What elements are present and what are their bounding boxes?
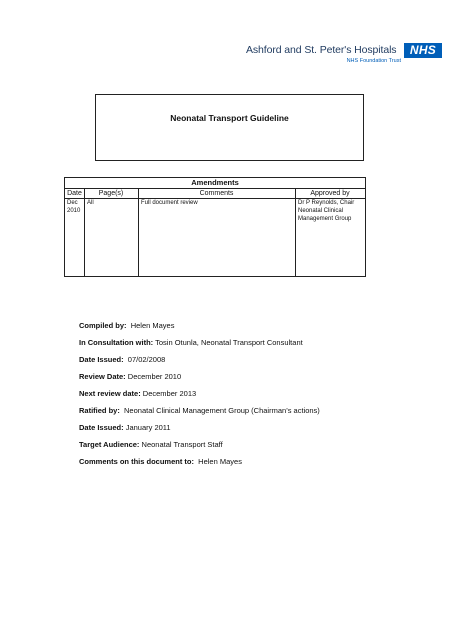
nhs-logo-badge: NHS (404, 43, 442, 58)
consultation-line (79, 338, 303, 347)
column-header-approved-by: Approved by (310, 190, 350, 197)
ratified-value: Neonatal Clinical Management Group (Chairman’s actions) (124, 406, 320, 415)
next-review-line (79, 389, 196, 398)
compiled-by-value: Helen Mayes (130, 321, 175, 330)
target-audience-line (79, 440, 223, 449)
date-issued-2-label: Date Issued: (79, 423, 124, 432)
amendments-table (64, 177, 366, 277)
consultation-value: Tosin Otunla, Neonatal Transport Consultant (155, 338, 303, 347)
document-title: Neonatal Transport Guideline (170, 113, 289, 123)
amendments-title: Amendments (191, 178, 239, 187)
date-issued-label: Date Issued: (79, 355, 124, 364)
next-review-label: Next review date: (79, 389, 141, 398)
target-audience-label: Target Audience: (79, 440, 140, 449)
column-header-pages: Page(s) (98, 190, 124, 197)
column-divider (138, 188, 139, 276)
row-approved-by: Dr P Reynolds, Chair Neonatal Clinical Management Group (298, 200, 355, 222)
comments-value: Helen Mayes (198, 457, 242, 466)
ratified-label: Ratified by: (79, 406, 120, 415)
consultation-label: In Consultation with: (79, 338, 154, 347)
comments-line (79, 457, 242, 466)
review-date-value: December 2010 (127, 372, 182, 381)
date-issued-2-line (79, 423, 171, 432)
comments-label: Comments on this document to: (79, 457, 194, 466)
ratified-line (79, 406, 320, 415)
next-review-value: December 2013 (142, 389, 197, 398)
trust-subtitle: NHS Foundation Trust (346, 58, 401, 64)
review-date-label: Review Date: (79, 372, 126, 381)
column-header-date: Date (67, 190, 82, 197)
column-divider (84, 188, 85, 276)
date-issued-2-value: January 2011 (125, 423, 171, 432)
row-pages: All (87, 200, 94, 206)
compiled-by-label: Compiled by: (79, 321, 127, 330)
column-divider (295, 188, 296, 276)
compiled-by-line (79, 321, 174, 330)
trust-logo (246, 43, 442, 69)
review-date-line (79, 372, 181, 381)
amendments-header-row (65, 188, 365, 199)
date-issued-value: 07/02/2008 (127, 355, 166, 364)
row-comments: Full document review (141, 200, 198, 206)
date-issued-line (79, 355, 165, 364)
trust-name: Ashford and St. Peter's Hospitals (246, 44, 397, 56)
target-audience-value: Neonatal Transport Staff (141, 440, 223, 449)
column-header-comments: Comments (199, 190, 234, 197)
title-box (95, 94, 364, 161)
row-date: Dec 2010 (67, 200, 81, 214)
